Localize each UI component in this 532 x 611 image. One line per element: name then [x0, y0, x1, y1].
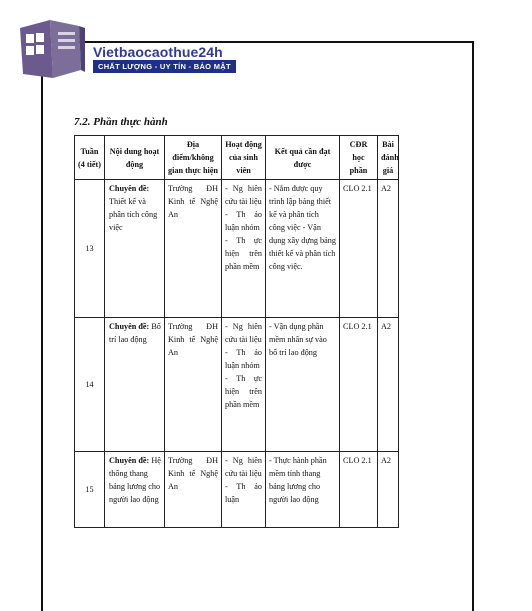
location-cell: Trường ĐH Kinh tế Nghệ An: [165, 318, 222, 452]
activity-line: - Ng hiên cứu tài liệu: [225, 184, 262, 206]
activity-line: - Ng hiên cứu tài liệu: [225, 456, 262, 478]
book-logo-icon: [17, 18, 87, 80]
table-row: [75, 318, 399, 452]
week-cell: 14: [75, 318, 105, 452]
practice-schedule-table: [74, 135, 399, 528]
topic-cell: [105, 452, 165, 528]
topic-label: Chuyên đề:: [109, 184, 150, 193]
brand-tagline: CHẤT LƯỢNG - UY TÍN - BẢO MẬT: [93, 60, 236, 73]
assessment-cell: A2: [378, 180, 399, 318]
header-outcome: Kết quả cần đạt được: [266, 136, 340, 180]
topic-cell: [105, 318, 165, 452]
clo-cell: CLO 2.1: [340, 180, 378, 318]
topic-text: Thiết kế và phân tích công việc: [109, 197, 158, 232]
activity-cell: [222, 318, 266, 452]
clo-cell: CLO 2.1: [340, 318, 378, 452]
week-cell: 13: [75, 180, 105, 318]
assessment-cell: A2: [378, 452, 399, 528]
table-row: [75, 452, 399, 528]
outcome-cell: - Nắm được quy trình lập bảng thiết kế và phân tích công việc - Vận dụng xây dựng bảng thiết kế và phân tích công việc.: [266, 180, 340, 318]
table-header-row: [75, 136, 399, 180]
table-row: [75, 180, 399, 318]
activity-line: - Th ảo luận nhóm: [225, 210, 262, 232]
header-clo: CĐR học phần: [340, 136, 378, 180]
topic-cell: [105, 180, 165, 318]
week-cell: 15: [75, 452, 105, 528]
location-cell: Trường ĐH Kinh tế Nghệ An: [165, 180, 222, 318]
header-week: Tuần (4 tiết): [75, 136, 105, 180]
activity-line: - Th ực hiện trên phần mềm: [225, 374, 262, 409]
outcome-cell: - Thực hành phần mềm tính thang bảng lương cho người lao động: [266, 452, 340, 528]
location-cell: Trường ĐH Kinh tế Nghệ An: [165, 452, 222, 528]
outcome-cell: - Vận dụng phần mềm nhân sự vào bố trí lao động: [266, 318, 340, 452]
header-assessment: Bài đánh giá: [378, 136, 399, 180]
activity-line: - Th ảo luận nhóm: [225, 348, 262, 370]
topic-label: Chuyên đề:: [109, 322, 150, 331]
section-title: 7.2. Phần thực hành: [74, 116, 168, 128]
topic-label: Chuyên đề:: [109, 456, 150, 465]
activity-line: - Th ực hiện trên phần mềm: [225, 236, 262, 271]
header-content: Nội dung hoạt động: [105, 136, 165, 180]
clo-cell: CLO 2.1: [340, 452, 378, 528]
header-activity: Hoạt động của sinh viên: [222, 136, 266, 180]
activity-line: - Th ảo luận: [225, 482, 262, 504]
activity-cell: [222, 452, 266, 528]
header-location: Địa điểm/không gian thực hiện: [165, 136, 222, 180]
activity-cell: [222, 180, 266, 318]
assessment-cell: A2: [378, 318, 399, 452]
topic-text: Bố trí lao động: [109, 322, 161, 344]
brand-name: Vietbaocaothue24h: [93, 44, 223, 60]
activity-line: - Ng hiên cứu tài liệu: [225, 322, 262, 344]
topic-text: Hệ thống thang bảng lương cho người lao động: [109, 456, 161, 504]
